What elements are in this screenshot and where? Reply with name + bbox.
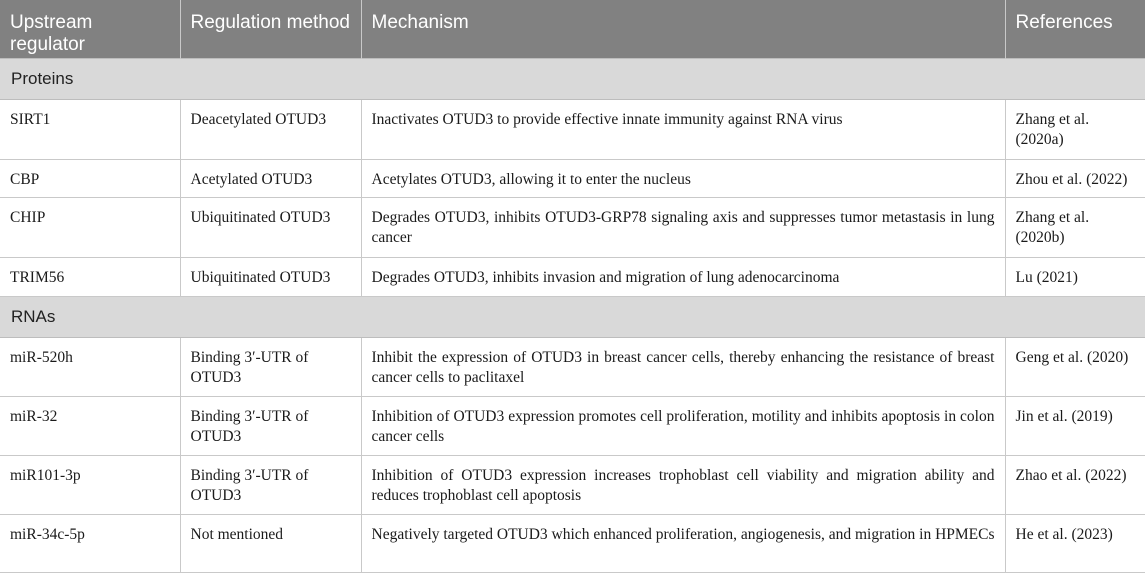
cell-method: Ubiquitinated OTUD3 — [180, 197, 361, 257]
table-row — [0, 197, 1145, 257]
table-header — [0, 0, 1145, 58]
cell-method: Binding 3′-UTR of OTUD3 — [180, 396, 361, 455]
section-row-rnas — [0, 296, 1145, 337]
section-title: RNAs — [0, 296, 1145, 337]
table-body — [0, 58, 1145, 572]
cell-regulator: CHIP — [0, 197, 180, 257]
table-row — [0, 159, 1145, 197]
header-references: References — [1005, 0, 1145, 58]
cell-mechanism: Degrades OTUD3, inhibits OTUD3-GRP78 signaling axis and suppresses tumor metastasis in lung cancer — [361, 197, 1005, 257]
header-upstream-regulator: Upstream regulator — [0, 0, 180, 58]
cell-method: Acetylated OTUD3 — [180, 159, 361, 197]
cell-mechanism: Acetylates OTUD3, allowing it to enter the nucleus — [361, 159, 1005, 197]
cell-mechanism: Inhibit the expression of OTUD3 in breast cancer cells, thereby enhancing the resistance of breast cancer cells to paclitaxel — [361, 337, 1005, 396]
cell-regulator: miR101-3p — [0, 455, 180, 514]
section-title: Proteins — [0, 58, 1145, 99]
header-regulation-method: Regulation method — [180, 0, 361, 58]
cell-mechanism: Degrades OTUD3, inhibits invasion and migration of lung adenocarcinoma — [361, 257, 1005, 296]
table-row — [0, 257, 1145, 296]
table-row — [0, 99, 1145, 159]
cell-method: Ubiquitinated OTUD3 — [180, 257, 361, 296]
cell-mechanism: Inhibition of OTUD3 expression increases trophoblast cell viability and migration ability and reduces trophoblast cell apoptosis — [361, 455, 1005, 514]
cell-reference: Jin et al. (2019) — [1005, 396, 1145, 455]
cell-reference: Geng et al. (2020) — [1005, 337, 1145, 396]
cell-reference: Zhang et al. (2020b) — [1005, 197, 1145, 257]
cell-mechanism: Inactivates OTUD3 to provide effective innate immunity against RNA virus — [361, 99, 1005, 159]
header-row — [0, 0, 1145, 58]
cell-reference: Zhang et al. (2020a) — [1005, 99, 1145, 159]
cell-regulator: miR-34c-5p — [0, 514, 180, 572]
table-row — [0, 514, 1145, 572]
cell-method: Binding 3′-UTR of OTUD3 — [180, 337, 361, 396]
table-row — [0, 337, 1145, 396]
cell-method: Binding 3′-UTR of OTUD3 — [180, 455, 361, 514]
section-row-proteins — [0, 58, 1145, 99]
cell-mechanism: Inhibition of OTUD3 expression promotes cell proliferation, motility and inhibits apoptosis in colon cancer cells — [361, 396, 1005, 455]
cell-reference: He et al. (2023) — [1005, 514, 1145, 572]
cell-regulator: TRIM56 — [0, 257, 180, 296]
cell-reference: Lu (2021) — [1005, 257, 1145, 296]
cell-regulator: miR-32 — [0, 396, 180, 455]
table-row — [0, 455, 1145, 514]
cell-reference: Zhou et al. (2022) — [1005, 159, 1145, 197]
cell-regulator: SIRT1 — [0, 99, 180, 159]
cell-reference: Zhao et al. (2022) — [1005, 455, 1145, 514]
table-row — [0, 396, 1145, 455]
cell-mechanism: Negatively targeted OTUD3 which enhanced proliferation, angiogenesis, and migration in HPMECs — [361, 514, 1005, 572]
header-mechanism: Mechanism — [361, 0, 1005, 58]
cell-regulator: CBP — [0, 159, 180, 197]
cell-method: Not mentioned — [180, 514, 361, 572]
cell-method: Deacetylated OTUD3 — [180, 99, 361, 159]
cell-regulator: miR-520h — [0, 337, 180, 396]
